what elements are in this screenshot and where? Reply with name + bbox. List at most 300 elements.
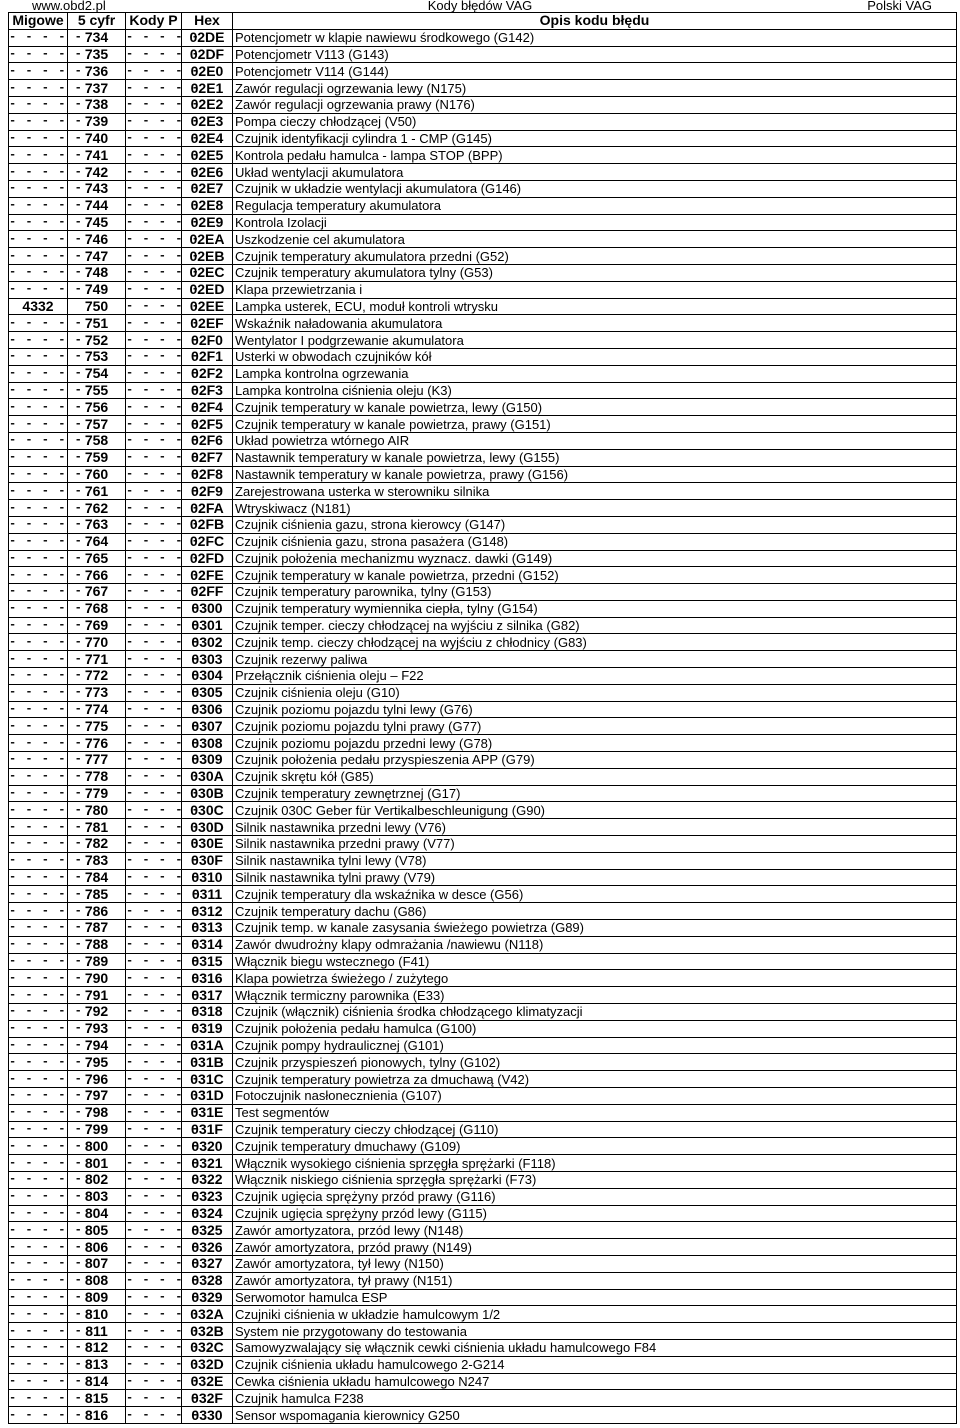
- description-cell: Czujnik identyfikacji cylindra 1 - CMP (G145): [233, 130, 957, 147]
- five-digit-code-cell: 801: [68, 1155, 126, 1172]
- description-cell: Czujnik w układzie wentylacji akumulatora (G146): [233, 180, 957, 197]
- five-digit-code-cell: 777: [68, 752, 126, 769]
- blink-code-cell: - - - - -: [9, 1222, 83, 1237]
- description-cell: Zawór amortyzatora, tył lewy (N150): [233, 1255, 957, 1272]
- hex-code-cell: 02F9: [182, 483, 233, 500]
- column-header-p-code: Kody P: [126, 13, 182, 30]
- description-cell: Czujnik temperatury cieczy chłodzącej (G110): [233, 1121, 957, 1138]
- table-row: [9, 80, 957, 97]
- five-digit-code-cell: 752: [68, 332, 126, 349]
- hex-code-cell: 030A: [182, 768, 233, 785]
- hex-code-cell: 02E5: [182, 147, 233, 164]
- p-code-cell: - - - - -: [126, 1373, 200, 1388]
- blink-code-cell: - - - - -: [9, 634, 83, 649]
- five-digit-code-cell: 815: [68, 1390, 126, 1407]
- blink-code-cell: - - - - -: [9, 382, 83, 397]
- hex-code-cell: 02F6: [182, 432, 233, 449]
- blink-code-cell: - - - - -: [9, 1021, 83, 1036]
- description-cell: Czujnik temperatury zewnętrznej (G17): [233, 785, 957, 802]
- description-cell: Czujnik temper. cieczy chłodzącej na wyjściu z silnika (G82): [233, 617, 957, 634]
- table-row: [9, 500, 957, 517]
- description-cell: Czujnik temperatury parownika, tylny (G153): [233, 584, 957, 601]
- table-row: [9, 768, 957, 785]
- p-code-cell: - - - - -: [126, 786, 200, 801]
- p-code-cell: - - - - -: [126, 315, 200, 330]
- hex-code-cell: 0327: [182, 1255, 233, 1272]
- description-cell: Fotoczujnik nasłonecznienia (G107): [233, 1088, 957, 1105]
- p-code-cell: - - - - -: [126, 1038, 200, 1052]
- blink-code-cell: - - - - -: [9, 1038, 83, 1052]
- five-digit-code-cell: 773: [68, 684, 126, 701]
- table-row: [9, 399, 957, 416]
- table-row: [9, 1138, 957, 1155]
- table-row: [9, 584, 957, 601]
- five-digit-code-cell: 739: [68, 113, 126, 130]
- column-header-blink: Migowe: [9, 13, 68, 30]
- five-digit-code-cell: 782: [68, 836, 126, 853]
- description-cell: Zawór amortyzatora, przód prawy (N149): [233, 1239, 957, 1256]
- description-cell: Układ wentylacji akumulatora: [233, 164, 957, 181]
- hex-code-cell: 02E7: [182, 180, 233, 197]
- table-row: [9, 1356, 957, 1373]
- table-row: [9, 936, 957, 953]
- blink-code-cell: - - - - -: [9, 1155, 83, 1170]
- blink-code-cell: - - - - -: [9, 1306, 83, 1321]
- table-row: [9, 1104, 957, 1121]
- description-cell: Czujnik ciśnienia układu hamulcowego 2-G214: [233, 1356, 957, 1373]
- description-cell: Włącznik niskiego ciśnienia sprzęgła sprężarki (F73): [233, 1171, 957, 1188]
- table-row: [9, 920, 957, 937]
- hex-code-cell: 0324: [182, 1205, 233, 1222]
- description-cell: Czujnik temp. cieczy chłodzącej na wyjściu z chłodnicy (G83): [233, 634, 957, 651]
- table-row: [9, 752, 957, 769]
- description-cell: Czujnik temperatury dachu (G86): [233, 903, 957, 920]
- hex-code-cell: 0321: [182, 1155, 233, 1172]
- five-digit-code-cell: 740: [68, 130, 126, 147]
- description-cell: Test segmentów: [233, 1104, 957, 1121]
- description-cell: Silnik nastawnika przedni prawy (V77): [233, 836, 957, 853]
- table-row: [9, 332, 957, 349]
- p-code-cell: - - - - -: [126, 1273, 200, 1288]
- hex-code-cell: 0319: [182, 1020, 233, 1037]
- table-row: [9, 96, 957, 113]
- p-code-cell: - - - - -: [126, 550, 200, 565]
- hex-code-cell: 02FA: [182, 500, 233, 517]
- hex-code-cell: 030E: [182, 836, 233, 853]
- blink-code-cell: - - - - -: [9, 1071, 83, 1086]
- blink-code-cell: - - - - -: [9, 1256, 83, 1271]
- table-row: [9, 432, 957, 449]
- blink-code-cell: - - - - -: [9, 601, 83, 616]
- hex-code-cell: 02F5: [182, 416, 233, 433]
- description-cell: Usterki w obwodach czujników kół: [233, 348, 957, 365]
- table-row: [9, 298, 957, 315]
- p-code-cell: - - - - -: [126, 1323, 200, 1338]
- table-row: [9, 231, 957, 248]
- description-cell: Klapa przewietrzania i: [233, 281, 957, 298]
- five-digit-code-cell: 759: [68, 449, 126, 466]
- blink-code-cell: - - - - -: [9, 1105, 83, 1120]
- description-cell: Zarejestrowana usterka w sterowniku silnika: [233, 483, 957, 500]
- table-row: [9, 416, 957, 433]
- hex-code-cell: 032C: [182, 1339, 233, 1356]
- description-cell: Czujnik temperatury powietrza za dmuchawą (V42): [233, 1071, 957, 1088]
- table-row: [9, 264, 957, 281]
- blink-code-cell: - - - - -: [9, 786, 83, 801]
- five-digit-code-cell: 751: [68, 315, 126, 332]
- description-cell: Czujnik (włącznik) ciśnienia środka chłodzącego klimatyzacji: [233, 1004, 957, 1021]
- table-row: [9, 869, 957, 886]
- table-row: [9, 987, 957, 1004]
- table-row: [9, 836, 957, 853]
- p-code-cell: - - - - -: [126, 1256, 200, 1271]
- hex-code-cell: 032F: [182, 1390, 233, 1407]
- p-code-cell: - - - - -: [126, 80, 200, 95]
- description-cell: Wskaźnik naładowania akumulatora: [233, 315, 957, 332]
- five-digit-code-cell: 735: [68, 46, 126, 63]
- table-row: [9, 1289, 957, 1306]
- five-digit-code-cell: 798: [68, 1104, 126, 1121]
- table-row: [9, 1054, 957, 1071]
- table-row: [9, 1088, 957, 1105]
- description-cell: Silnik nastawnika przedni lewy (V76): [233, 819, 957, 836]
- five-digit-code-cell: 806: [68, 1239, 126, 1256]
- table-row: [9, 1390, 957, 1407]
- five-digit-code-cell: 789: [68, 953, 126, 970]
- description-cell: Czujnik poziomu pojazdu tylni prawy (G77): [233, 718, 957, 735]
- hex-code-cell: 032E: [182, 1373, 233, 1390]
- description-cell: Czujnik temperatury dla wskaźnika w desce (G56): [233, 886, 957, 903]
- hex-code-cell: 02E8: [182, 197, 233, 214]
- five-digit-code-cell: 748: [68, 264, 126, 281]
- hex-code-cell: 02F1: [182, 348, 233, 365]
- blink-code-cell: - - - - -: [9, 819, 83, 834]
- five-digit-code-cell: 768: [68, 600, 126, 617]
- five-digit-code-cell: 746: [68, 231, 126, 248]
- description-cell: Silnik nastawnika tylni lewy (V78): [233, 852, 957, 869]
- hex-code-cell: 031B: [182, 1054, 233, 1071]
- table-row: [9, 164, 957, 181]
- hex-code-cell: 02F8: [182, 466, 233, 483]
- blink-code-cell: - - - - -: [9, 1323, 83, 1338]
- p-code-cell: - - - - -: [126, 399, 200, 414]
- p-code-cell: - - - - -: [126, 1172, 200, 1187]
- hex-code-cell: 0329: [182, 1289, 233, 1306]
- blink-code-cell: - - - - -: [9, 164, 83, 179]
- table-row: [9, 819, 957, 836]
- hex-code-cell: 02EE: [182, 298, 233, 315]
- description-cell: Zawór amortyzatora, tył prawy (N151): [233, 1272, 957, 1289]
- table-row: [9, 1121, 957, 1138]
- p-code-cell: - - - - -: [126, 1054, 200, 1069]
- table-row: [9, 903, 957, 920]
- hex-code-cell: 02ED: [182, 281, 233, 298]
- blink-code-cell: - - - - -: [9, 181, 83, 196]
- p-code-cell: - - - - -: [126, 970, 200, 985]
- description-cell: Czujnik temperatury akumulatora przedni (G52): [233, 248, 957, 265]
- p-code-cell: - - - - -: [126, 366, 200, 381]
- blink-code-cell: - - - - -: [9, 718, 83, 733]
- blink-code-cell: - - - - -: [9, 752, 83, 767]
- hex-code-cell: 02E1: [182, 80, 233, 97]
- p-code-cell: - - - - -: [126, 63, 200, 78]
- description-cell: Czujnik ugięcia sprężyny przód lewy (G115): [233, 1205, 957, 1222]
- site-url[interactable]: www.obd2.pl: [32, 0, 106, 13]
- table-row: [9, 1339, 957, 1356]
- p-code-cell: - - - - -: [126, 668, 200, 683]
- five-digit-code-cell: 794: [68, 1037, 126, 1054]
- blink-code-cell: - - - - -: [9, 1054, 83, 1069]
- description-cell: Czujnik 030C Geber für Vertikalbeschleunigung (G90): [233, 802, 957, 819]
- five-digit-code-cell: 771: [68, 651, 126, 668]
- description-cell: Czujnik temperatury w kanale powietrza, prawy (G151): [233, 416, 957, 433]
- table-row: [9, 516, 957, 533]
- description-cell: Czujnik poziomu pojazdu przedni lewy (G78): [233, 735, 957, 752]
- five-digit-code-cell: 797: [68, 1088, 126, 1105]
- five-digit-code-cell: 810: [68, 1306, 126, 1323]
- p-code-cell: - - - - -: [126, 231, 200, 246]
- description-cell: Czujnik temperatury akumulatora tylny (G53): [233, 264, 957, 281]
- hex-code-cell: 032A: [182, 1306, 233, 1323]
- hex-code-cell: 02EF: [182, 315, 233, 332]
- table-row: [9, 852, 957, 869]
- p-code-cell: - - - - -: [126, 987, 200, 1002]
- blink-code-cell: - - - - -: [9, 836, 83, 851]
- p-code-cell: - - - - -: [126, 1306, 200, 1321]
- blink-code-cell: 4332: [9, 298, 68, 315]
- blink-code-cell: - - - - -: [9, 702, 83, 717]
- table-row: [9, 1407, 957, 1424]
- description-cell: Czujnik temp. w kanale zasysania świeżego powietrza (G89): [233, 920, 957, 937]
- hex-code-cell: 031F: [182, 1121, 233, 1138]
- hex-code-cell: 02DF: [182, 46, 233, 63]
- blink-code-cell: - - - - -: [9, 651, 83, 666]
- table-row: [9, 1004, 957, 1021]
- p-code-cell: - - - - -: [126, 1155, 200, 1170]
- hex-code-cell: 02E9: [182, 214, 233, 231]
- five-digit-code-cell: 756: [68, 399, 126, 416]
- p-code-cell: - - - - -: [126, 853, 200, 868]
- p-code-cell: - - - - -: [126, 685, 200, 700]
- blink-code-cell: - - - - -: [9, 433, 83, 448]
- five-digit-code-cell: 784: [68, 869, 126, 886]
- description-cell: Czujnik ciśnienia gazu, strona kierowcy (G147): [233, 516, 957, 533]
- blink-code-cell: - - - - -: [9, 584, 83, 599]
- five-digit-code-cell: 775: [68, 718, 126, 735]
- table-row: [9, 1272, 957, 1289]
- five-digit-code-cell: 779: [68, 785, 126, 802]
- table-row: [9, 651, 957, 668]
- five-digit-code-cell: 776: [68, 735, 126, 752]
- blink-code-cell: - - - - -: [9, 46, 83, 61]
- blink-code-cell: - - - - -: [9, 466, 83, 481]
- description-cell: Potencjometr V114 (G144): [233, 63, 957, 80]
- description-cell: Kontrola Izolacji: [233, 214, 957, 231]
- five-digit-code-cell: 795: [68, 1054, 126, 1071]
- hex-code-cell: 0317: [182, 987, 233, 1004]
- five-digit-code-cell: 762: [68, 500, 126, 517]
- description-cell: Lampka kontrolna ciśnienia oleju (K3): [233, 382, 957, 399]
- p-code-cell: - - - - -: [126, 298, 200, 313]
- five-digit-code-cell: 753: [68, 348, 126, 365]
- five-digit-code-cell: 744: [68, 197, 126, 214]
- table-row: [9, 147, 957, 164]
- description-cell: Czujnik położenia pedału przyspieszenia APP (G79): [233, 752, 957, 769]
- hex-code-cell: 02E2: [182, 96, 233, 113]
- p-code-cell: - - - - -: [126, 466, 200, 481]
- p-code-cell: - - - - -: [126, 920, 200, 935]
- five-digit-code-cell: 742: [68, 164, 126, 181]
- hex-code-cell: 0309: [182, 752, 233, 769]
- p-code-cell: - - - - -: [126, 1407, 200, 1422]
- p-code-cell: - - - - -: [126, 114, 200, 129]
- five-digit-code-cell: 757: [68, 416, 126, 433]
- five-digit-code-cell: 765: [68, 550, 126, 567]
- hex-code-cell: 031A: [182, 1037, 233, 1054]
- blink-code-cell: - - - - -: [9, 1390, 83, 1405]
- description-cell: Czujnik położenia mechanizmu wyznacz. dawki (G149): [233, 550, 957, 567]
- hex-code-cell: 0308: [182, 735, 233, 752]
- hex-code-cell: 02E6: [182, 164, 233, 181]
- blink-code-cell: - - - - -: [9, 970, 83, 985]
- hex-code-cell: 0323: [182, 1188, 233, 1205]
- description-cell: Regulacja temperatury akumulatora: [233, 197, 957, 214]
- description-cell: Sensor wspomagania kierownicy G250: [233, 1407, 957, 1424]
- hex-code-cell: 02FD: [182, 550, 233, 567]
- table-row: [9, 281, 957, 298]
- blink-code-cell: - - - - -: [9, 903, 83, 918]
- error-code-table: [8, 12, 957, 1424]
- table-row: [9, 1205, 957, 1222]
- column-header-5digit: 5 cyfr: [68, 13, 126, 30]
- description-cell: Zawór regulacji ogrzewania prawy (N176): [233, 96, 957, 113]
- blink-code-cell: - - - - -: [9, 483, 83, 498]
- blink-code-cell: - - - - -: [9, 735, 83, 750]
- hex-code-cell: 0305: [182, 684, 233, 701]
- blink-code-cell: - - - - -: [9, 1172, 83, 1187]
- description-cell: Czujnik ciśnienia oleju (G10): [233, 684, 957, 701]
- p-code-cell: - - - - -: [126, 584, 200, 599]
- p-code-cell: - - - - -: [126, 1289, 200, 1304]
- hex-code-cell: 02E3: [182, 113, 233, 130]
- blink-code-cell: - - - - -: [9, 248, 83, 263]
- p-code-cell: - - - - -: [126, 1121, 200, 1136]
- table-row: [9, 1071, 957, 1088]
- blink-code-cell: - - - - -: [9, 1239, 83, 1254]
- hex-code-cell: 02FB: [182, 516, 233, 533]
- p-code-cell: - - - - -: [126, 1105, 200, 1120]
- hex-code-cell: 02EB: [182, 248, 233, 265]
- description-cell: Włącznik biegu wstecznego (F41): [233, 953, 957, 970]
- hex-code-cell: 0304: [182, 668, 233, 685]
- five-digit-code-cell: 764: [68, 533, 126, 550]
- hex-code-cell: 02EA: [182, 231, 233, 248]
- p-code-cell: - - - - -: [126, 433, 200, 448]
- description-cell: Czujnik temperatury w kanale powietrza, przedni (G152): [233, 567, 957, 584]
- description-cell: Cewka ciśnienia układu hamulcowego N247: [233, 1373, 957, 1390]
- p-code-cell: - - - - -: [126, 349, 200, 364]
- p-code-cell: - - - - -: [126, 937, 200, 952]
- blink-code-cell: - - - - -: [9, 366, 83, 381]
- p-code-cell: - - - - -: [126, 1004, 200, 1019]
- column-header-hex: Hex: [182, 13, 233, 30]
- five-digit-code-cell: 799: [68, 1121, 126, 1138]
- table-row: [9, 197, 957, 214]
- five-digit-code-cell: 796: [68, 1071, 126, 1088]
- table-row: [9, 1306, 957, 1323]
- description-cell: Samowyzwalający się włącznik cewki ciśnienia układu hamulcowego F84: [233, 1339, 957, 1356]
- table-row: [9, 315, 957, 332]
- table-row: [9, 533, 957, 550]
- p-code-cell: - - - - -: [126, 483, 200, 498]
- p-code-cell: - - - - -: [126, 282, 200, 297]
- blink-code-cell: - - - - -: [9, 1407, 83, 1422]
- hex-code-cell: 031D: [182, 1088, 233, 1105]
- blink-code-cell: - - - - -: [9, 265, 83, 280]
- blink-code-cell: - - - - -: [9, 1273, 83, 1288]
- description-cell: Czujnik skrętu kół (G85): [233, 768, 957, 785]
- table-row: [9, 684, 957, 701]
- table-row: [9, 1239, 957, 1256]
- hex-code-cell: 031C: [182, 1071, 233, 1088]
- p-code-cell: - - - - -: [126, 836, 200, 851]
- five-digit-code-cell: 767: [68, 584, 126, 601]
- table-row: [9, 600, 957, 617]
- table-row: [9, 449, 957, 466]
- hex-code-cell: 030C: [182, 802, 233, 819]
- description-cell: Uszkodzenie cel akumulatora: [233, 231, 957, 248]
- hex-code-cell: 0306: [182, 701, 233, 718]
- hex-code-cell: 0325: [182, 1222, 233, 1239]
- p-code-cell: - - - - -: [126, 802, 200, 817]
- hex-code-cell: 0313: [182, 920, 233, 937]
- p-code-cell: - - - - -: [126, 903, 200, 918]
- table-row: [9, 180, 957, 197]
- hex-code-cell: 0303: [182, 651, 233, 668]
- five-digit-code-cell: 783: [68, 852, 126, 869]
- hex-code-cell: 0315: [182, 953, 233, 970]
- five-digit-code-cell: 792: [68, 1004, 126, 1021]
- five-digit-code-cell: 800: [68, 1138, 126, 1155]
- description-cell: Potencjometr w klapie nawiewu środkowego (G142): [233, 29, 957, 46]
- table-row: [9, 1020, 957, 1037]
- description-cell: Przełącznik ciśnienia oleju – F22: [233, 668, 957, 685]
- description-cell: Układ powietrza wtórnego AIR: [233, 432, 957, 449]
- table-body: [9, 29, 957, 1423]
- p-code-cell: - - - - -: [126, 248, 200, 263]
- hex-code-cell: 0307: [182, 718, 233, 735]
- five-digit-code-cell: 787: [68, 920, 126, 937]
- table-row: [9, 718, 957, 735]
- blink-code-cell: - - - - -: [9, 349, 83, 364]
- description-cell: Serwomotor hamulca ESP: [233, 1289, 957, 1306]
- description-cell: Kontrola pedału hamulca - lampa STOP (BPP): [233, 147, 957, 164]
- description-cell: Silnik nastawnika tylni prawy (V79): [233, 869, 957, 886]
- description-cell: Zawór dwudrożny klapy odmrażania /nawiewu (N118): [233, 936, 957, 953]
- blink-code-cell: - - - - -: [9, 886, 83, 901]
- blink-code-cell: - - - - -: [9, 870, 83, 885]
- p-code-cell: - - - - -: [126, 819, 200, 834]
- table-row: [9, 483, 957, 500]
- description-cell: Zawór regulacji ogrzewania lewy (N175): [233, 80, 957, 97]
- table-header-row: [9, 13, 957, 30]
- five-digit-code-cell: 778: [68, 768, 126, 785]
- five-digit-code-cell: 803: [68, 1188, 126, 1205]
- hex-code-cell: 031E: [182, 1104, 233, 1121]
- p-code-cell: - - - - -: [126, 416, 200, 431]
- blink-code-cell: - - - - -: [9, 1340, 83, 1355]
- table-row: [9, 1171, 957, 1188]
